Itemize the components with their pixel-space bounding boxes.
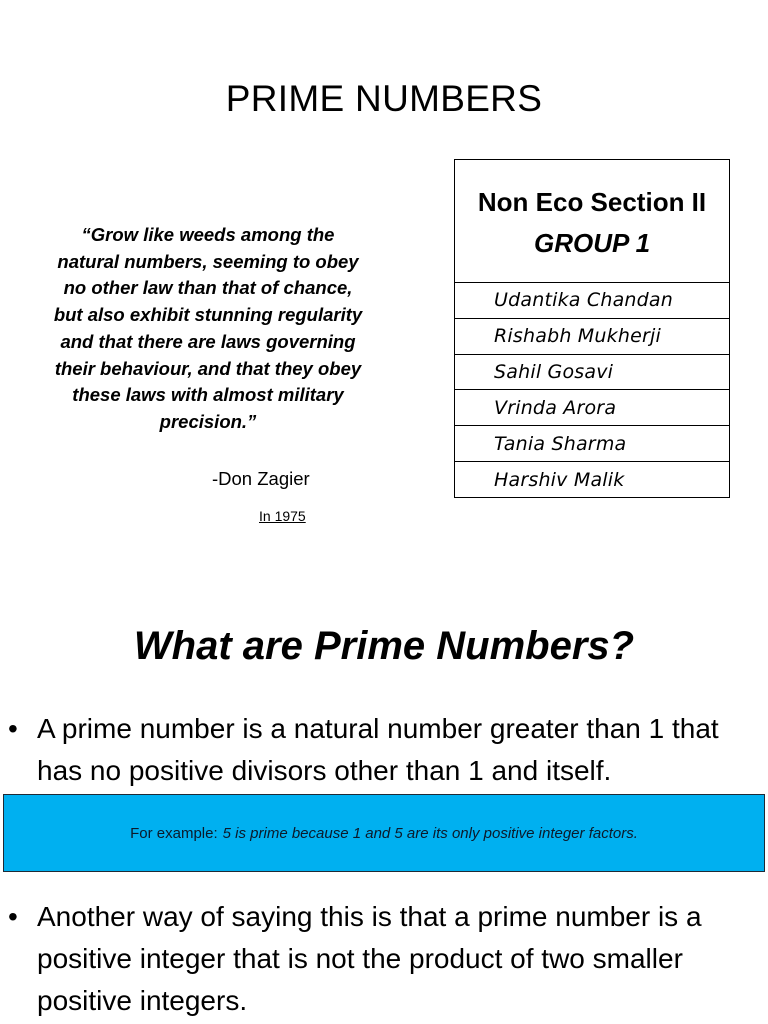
example-label: For example:	[130, 824, 218, 842]
member-row: Vrinda Arora	[455, 390, 729, 426]
bullet-text: A prime number is a natural number greater than 1 that has no positive divisors other than 1 and itself.	[37, 713, 719, 786]
quote-author: -Don Zagier	[212, 468, 310, 489]
slide-title: PRIME NUMBERS	[225, 78, 543, 119]
member-row: Harshiv Malik	[494, 468, 625, 491]
example-box	[3, 794, 765, 872]
member-row: Udantika Chandan	[455, 283, 729, 319]
bullet-icon: •	[8, 713, 18, 744]
definition-slide	[0, 580, 768, 1024]
group-table	[454, 159, 730, 498]
quote-text: “Grow like weeds among the natural numbers, seeming to obey no other law than that of chance, but also exhibit stunning regularity and that there are laws governing their behaviour, and that they obey these laws with almost military precision.”	[53, 224, 363, 432]
bullet-icon: •	[8, 901, 18, 932]
bullet-text: Another way of saying this is that a prime number is a positive integer that is not the product of two smaller positive integers.	[37, 901, 702, 1016]
quote-year: In 1975	[259, 508, 306, 524]
example-text: 5 is prime because 1 and 5 are its only positive integer factors.	[222, 824, 638, 842]
member-row: Sahil Gosavi	[455, 355, 729, 391]
member-row: Rishabh Mukherji	[455, 319, 729, 355]
bullet-item	[8, 896, 760, 1022]
group-name: GROUP 1	[533, 228, 651, 258]
member-row: Tania Sharma	[455, 426, 729, 462]
bullet-item	[8, 708, 760, 792]
group-table-header	[455, 160, 729, 283]
section-name: Non Eco Section II	[477, 187, 707, 217]
slide-heading: What are Prime Numbers?	[133, 624, 635, 668]
